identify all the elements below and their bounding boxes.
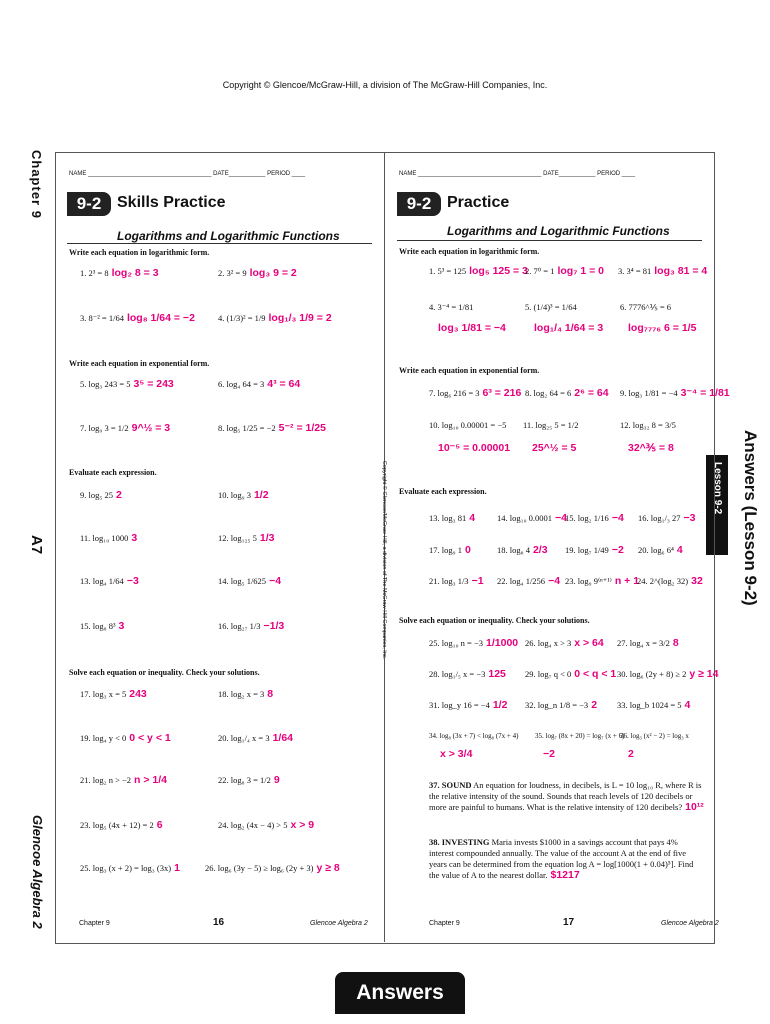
list-item: 29. log₇ q < 0 0 < q < 1 (525, 668, 617, 680)
list-item: 22. log₈ 3 = 1/2 9 (218, 774, 280, 786)
footer-page-number: 17 (563, 917, 575, 928)
list-item-answer: 25^½ = 5 (532, 442, 577, 454)
list-item: 20. log₁/₄ x = 3 1/64 (218, 732, 294, 744)
list-item: 18. log₂ x = 3 8 (218, 688, 274, 700)
list-item: 23. log₉ 9⁽ⁿ⁺¹⁾ n + 1 (565, 575, 640, 587)
list-item: 7. log₆ 216 = 3 6³ = 216 (429, 387, 522, 399)
list-item-answer: 32^⅗ = 8 (628, 442, 674, 454)
section-heading: Evaluate each expression. (69, 468, 157, 477)
footer-book: Glencoe Algebra 2 (310, 920, 368, 927)
section-heading: Solve each equation or inequality. Check your solutions. (399, 616, 590, 625)
divider-line (397, 240, 702, 241)
list-item: 2. 7⁰ = 1 log₇ 1 = 0 (525, 265, 604, 277)
section-heading: Write each equation in exponential form. (69, 359, 210, 368)
copyright-notice: Copyright © Glencoe/McGraw-Hill, a division of The McGraw-Hill Companies, Inc. (222, 80, 548, 90)
list-item: 15. log₂ 1/16 −4 (565, 512, 624, 524)
lesson-badge: 9-2 (397, 192, 441, 216)
list-item: 11. log₁₀ 1000 3 (80, 532, 138, 544)
name-date-header: NAME _____________________________________ DATE___________ PERIOD ____ (69, 171, 306, 177)
section-heading: Solve each equation or inequality. Check your solutions. (69, 668, 260, 677)
section-heading: Write each equation in exponential form. (399, 366, 540, 375)
word-problem-37: 37. SOUND An equation for loudness, in decibels, is L = 10 log₁₀ R, where R is the relative intensity of the sound. Sounds that reach levels of 120 decibels or more are painful to humans. What is the relative intensity of 120 decibels? 10¹² (429, 780, 704, 813)
list-item: 28. log₁/₅ x = −3 125 (429, 668, 506, 680)
list-item-answer: 10⁻⁵ = 0.00001 (438, 442, 511, 454)
word-problem-38: 38. INVESTING Maria invests $1000 in a savings account that pays 4% interest compounded annually. The value of the account A at the end of five years can be determined from the equation log A = log[1000(1 + 0.04)⁵]. Find the value of A to the nearest dollar. $1217 (429, 837, 694, 881)
list-item: 26. log₆ (3y − 5) ≥ log₆ (2y + 3) y ≥ 8 (205, 862, 340, 874)
side-page-number: A7 (28, 535, 45, 555)
lesson-tab-label: Lesson 9-2 (712, 462, 723, 515)
list-item: 13. log₄ 1/64 −3 (80, 575, 139, 587)
list-item: 12. log₁₂₅ 5 1/3 (218, 532, 275, 544)
list-item: 32. log_n 1/8 = −3 2 (525, 699, 598, 711)
vertical-copyright: Copyright © Glencoe/McGraw-Hill, a division of The McGraw-Hill Companies, Inc. (381, 460, 387, 660)
section-heading: Write each equation in logarithmic form. (399, 247, 540, 256)
list-item: 14. log₅ 1/625 −4 (218, 575, 282, 587)
name-date-header: NAME _____________________________________ DATE___________ PERIOD ____ (399, 171, 636, 177)
list-item: 1. 5³ = 125 log₅ 125 = 3 (429, 265, 528, 277)
list-item: 36. log₃ (x² − 2) = log₃ x (620, 732, 689, 740)
list-item: 6. log₄ 64 = 3 4³ = 64 (218, 378, 301, 390)
list-item: 25. log₁₀ n = −3 1/1000 (429, 637, 519, 649)
list-item: 13. log₃ 81 4 (429, 512, 476, 524)
page-subtitle: Logarithms and Logarithmic Functions (447, 224, 670, 238)
side-chapter-label: Chapter 9 (29, 150, 44, 219)
list-item: 27. log₄ x = 3/2 8 (617, 637, 679, 649)
list-item: 6. 7776^⅕ = 6 (620, 302, 672, 312)
list-item: 20. log₆ 6⁴ 4 (638, 544, 683, 556)
section-heading: Write each equation in logarithmic form. (69, 248, 210, 257)
divider-line (67, 243, 372, 244)
skills-practice-page (55, 152, 384, 942)
list-item: 1. 2³ = 8 log₂ 8 = 3 (80, 267, 159, 279)
list-item: 10. log₁₀ 0.00001 = −5 (429, 420, 507, 430)
list-item: 34. log₈ (3x + 7) < log₈ (7x + 4) (429, 732, 519, 740)
list-item: 24. 2^(log₂ 32) 32 (637, 575, 703, 587)
list-item: 22. log₄ 1/256 −4 (497, 575, 561, 587)
side-book-title: Glencoe Algebra 2 (30, 815, 45, 929)
list-item: 15. log₈ 8³ 3 (80, 620, 125, 632)
list-item: 17. log₉ 1 0 (429, 544, 471, 556)
list-item-answer: 2 (628, 748, 634, 760)
list-item: 9. log₃ 1/81 = −4 3⁻⁴ = 1/81 (620, 387, 730, 399)
footer-page-number: 16 (213, 917, 225, 928)
list-item: 18. log₈ 4 2/3 (497, 544, 548, 556)
list-item: 19. log₄ y < 0 0 < y < 1 (80, 732, 171, 744)
list-item: 25. log₃ (x + 2) = log₃ (3x) 1 (80, 862, 180, 874)
footer-chapter: Chapter 9 (429, 920, 460, 927)
list-item: 30. log₆ (2y + 8) ≥ 2 y ≥ 14 (617, 668, 719, 680)
list-item: 21. log₃ 1/3 −1 (429, 575, 484, 587)
list-item: 16. log₂₇ 1/3 −1/3 (218, 620, 285, 632)
footer-chapter: Chapter 9 (79, 920, 110, 927)
list-item: 5. log₃ 243 = 5 3⁵ = 243 (80, 378, 174, 390)
list-item: 21. log₂ n > −2 n > 1/4 (80, 774, 168, 786)
answers-lesson-title: Answers (Lesson 9-2) (741, 430, 760, 606)
list-item: 16. log₁/₃ 27 −3 (638, 512, 696, 524)
list-item-answer: −2 (543, 748, 555, 760)
list-item-answer: x > 3/4 (440, 748, 473, 760)
list-item: 12. log₃₂ 8 = 3/5 (620, 420, 676, 430)
list-item: 24. log₂ (4x − 4) > 5 x > 9 (218, 819, 315, 831)
list-item: 31. log_y 16 = −4 1/2 (429, 699, 508, 711)
list-item: 11. log₂₅ 5 = 1/2 (523, 420, 579, 430)
lesson-badge: 9-2 (67, 192, 111, 216)
list-item: 4. (1/3)² = 1/9 log₁/₃ 1/9 = 2 (218, 312, 332, 324)
list-item-answer: log₁/₄ 1/64 = 3 (534, 322, 604, 334)
list-item-answer: log₇₇₇₆ 6 = 1/5 (628, 322, 697, 334)
list-item-answer: log₃ 1/81 = −4 (438, 322, 506, 334)
list-item: 9. log₅ 25 2 (80, 489, 122, 501)
page-subtitle: Logarithms and Logarithmic Functions (117, 229, 340, 243)
list-item: 8. log₅ 1/25 = −2 5⁻² = 1/25 (218, 422, 326, 434)
list-item: 17. log₃ x = 5 243 (80, 688, 147, 700)
list-item: 10. log₉ 3 1/2 (218, 489, 269, 501)
list-item: 35. log₇ (8x + 20) = log₇ (x + 6) (535, 732, 625, 740)
list-item: 33. log_b 1024 = 5 4 (617, 699, 691, 711)
answers-badge: Answers (335, 972, 465, 1014)
list-item: 3. 8⁻² = 1/64 log₈ 1/64 = −2 (80, 312, 195, 324)
list-item: 7. log₉ 3 = 1/2 9^½ = 3 (80, 422, 171, 434)
list-item: 14. log₁₀ 0.0001 −4 (497, 512, 568, 524)
footer-book: Glencoe Algebra 2 (661, 920, 719, 927)
list-item: 23. log₅ (4x + 12) = 2 6 (80, 819, 163, 831)
section-heading: Evaluate each expression. (399, 487, 487, 496)
list-item: 5. (1/4)³ = 1/64 (525, 302, 577, 312)
list-item: 26. log₄ x > 3 x > 64 (525, 637, 604, 649)
page-title: Practice (447, 194, 510, 211)
list-item: 8. log₂ 64 = 6 2⁶ = 64 (525, 387, 609, 399)
list-item: 19. log₇ 1/49 −2 (565, 544, 624, 556)
list-item: 3. 3⁴ = 81 log₃ 81 = 4 (618, 265, 708, 277)
list-item: 4. 3⁻⁴ = 1/81 (429, 302, 474, 312)
page-title: Skills Practice (117, 194, 226, 211)
list-item: 2. 3² = 9 log₃ 9 = 2 (218, 267, 297, 279)
